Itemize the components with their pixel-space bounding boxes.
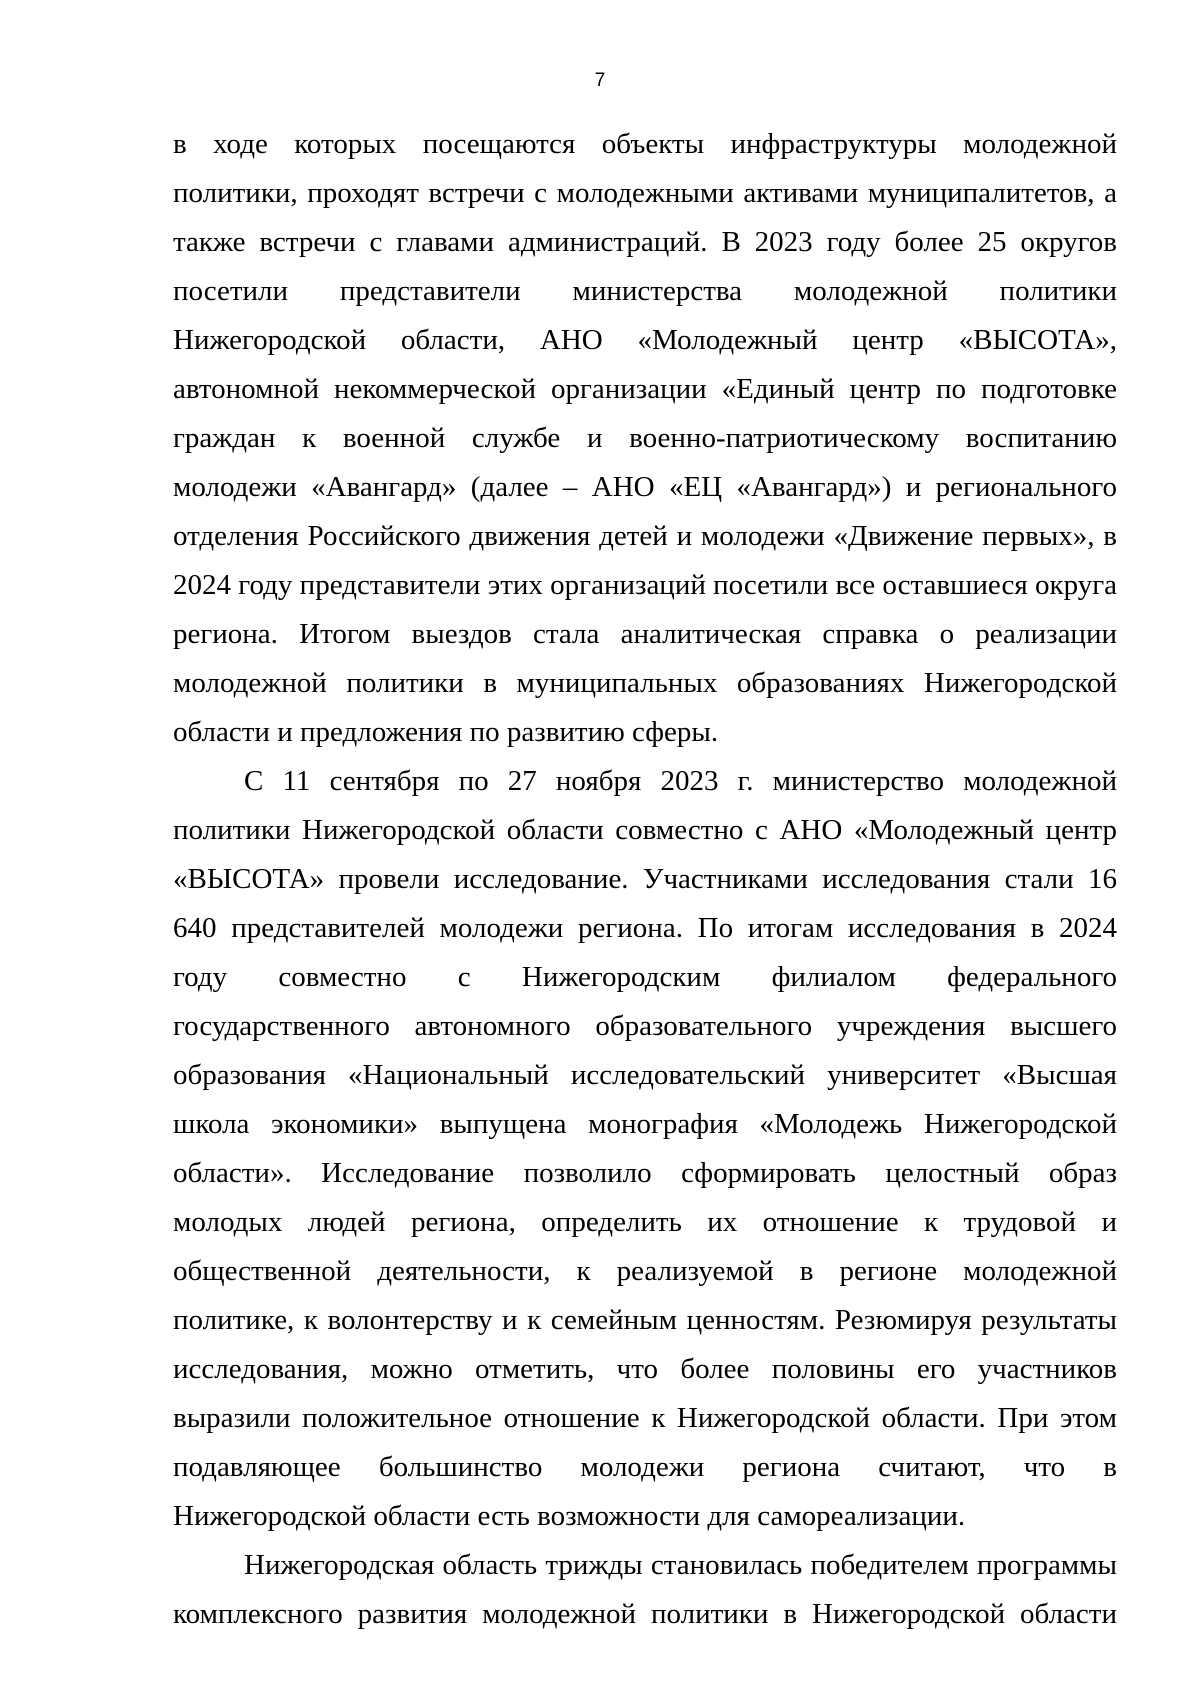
paragraph-program: Нижегородская область трижды становилась победителем программы комплексного развития молодежной политики в Нижегородской области (173, 1549, 1117, 1630)
document-body (173, 120, 1117, 1639)
paragraph-continuation: в ходе которых посещаются объекты инфраструктуры молодежной политики, проходят встречи с молодежными активами муниципалитетов, а также встречи с главами администраций. В 2023 году более 25 округов посетили представители министерства молодежной политики Нижегородской области, АНО «Молодежный центр «ВЫСОТА», автономной некоммерческой организации «Единый центр по подготовке граждан к военной службе и военно-патриотическому воспитанию молодежи «Авангард» (далее – АНО «ЕЦ «Авангард») и регионального отделения Российского движения детей и молодежи «Движение первых», в 2024 году представители этих организаций посетили все оставшиеся округа региона. Итогом выездов стала аналитическая справка о реализации молодежной политики в муниципальных образованиях Нижегородской области и предложения по развитию сферы. (173, 128, 1117, 748)
page-number: 7 (594, 70, 606, 91)
paragraph-research: С 11 сентября по 27 ноября 2023 г. министерство молодежной политики Нижегородской области совместно с АНО «Молодежный центр «ВЫСОТА» провели исследование. Участниками исследования стали 16 640 представителей молодежи региона. По итогам исследования в 2024 году совместно с Нижегородским филиалом федерального государственного автономного образовательного учреждения высшего образования «Национальный исследовательский университет «Высшая школа экономики» выпущена монография «Молодежь Нижегородской области». Исследование позволило сформировать целостный образ молодых людей региона, определить их отношение к трудовой и общественной деятельности, к реализуемой в регионе молодежной политике, к волонтерству и к семейным ценностям. Резюмируя результаты исследования, можно отметить, что более половины его участников выразили положительное отношение к Нижегородской области. При этом подавляющее большинство молодежи региона считают, что в Нижегородской области есть возможности для самореализации. (173, 765, 1117, 1532)
